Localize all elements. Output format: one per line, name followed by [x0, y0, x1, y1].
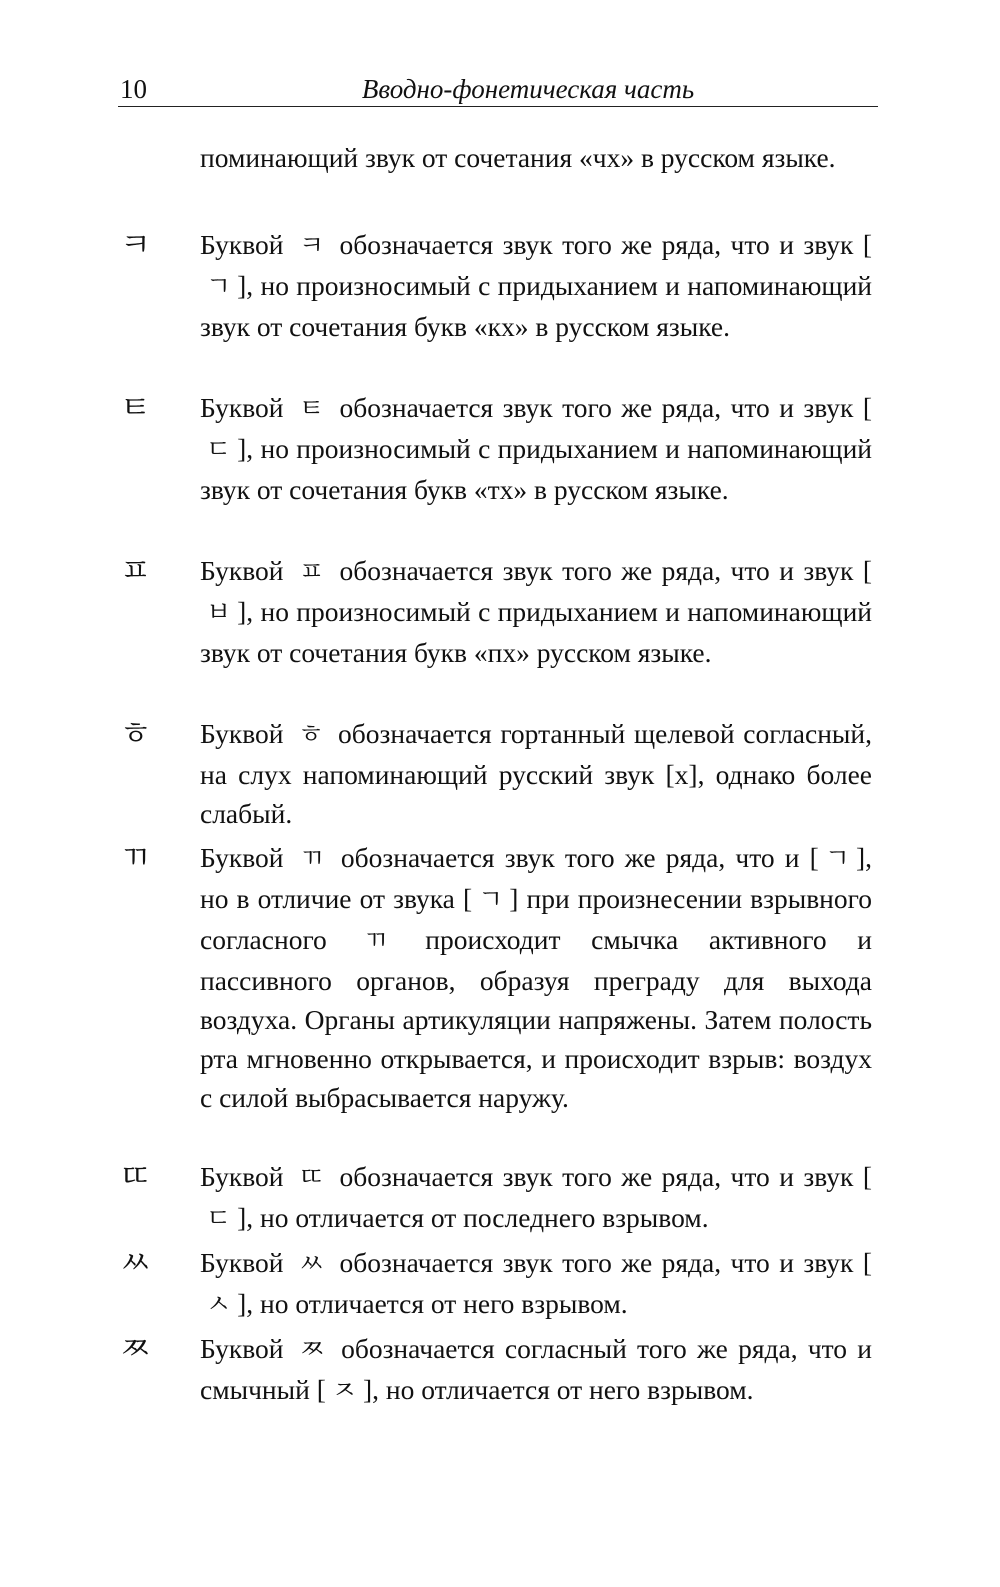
entry-description: Буквой ㅉ обозначается согласный того же ряда, что и смычный [ ㅈ ], но отличается от него взрывом.: [200, 1333, 873, 1406]
entry-letter: ㄲ: [120, 838, 151, 876]
entry-letter: ㅉ: [120, 1329, 151, 1367]
entry-description: Буквой ㅍ обозначается звук того же ряда, что и звук [ㅂ ], но произносимый с придыханием и напоминающий звук от сочетания букв «пх» русском языке.: [200, 555, 873, 668]
entry-description: Буквой ㅆ обозначается звук того же ряда, что и звук [ㅅ ], но отличается от него взрывом.: [200, 1247, 873, 1320]
entry-letter: ㅍ: [120, 551, 151, 589]
entry-letter: ㅎ: [120, 714, 151, 752]
entry-description: Буквой ㅌ обозначается звук того же ряда, что и звук [ㄷ ], но произносимый с придыханием и напоминающий звук от сочетания букв «тх» в русском языке.: [200, 392, 873, 505]
entry-ssang-jieut: [118, 1329, 878, 1411]
page-number: 10: [120, 74, 147, 104]
entry-description: Буквой ㅎ обозначается гортанный щелевой согласный, на слух напоминающий русский звук [х], однако более слабый.: [200, 718, 872, 829]
page-header: [118, 72, 878, 107]
entry-tieut: [118, 388, 878, 509]
continuation-paragraph: [118, 138, 878, 177]
entry-ssang-digeut: [118, 1157, 878, 1239]
entry-letter: ㄸ: [120, 1157, 151, 1195]
entry-kieuk: [118, 225, 878, 346]
continuation-text: поминающий звук от сочетания «чх» в русском языке.: [200, 142, 836, 173]
entry-description: Буквой ㅋ обозначается звук того же ряда, что и звук [ㄱ ], но произносимый с придыханием и напоминающий звук от сочетания букв «кх» в русском языке.: [200, 229, 873, 342]
entry-description: Буквой ㄲ обозначается звук того же ряда, что и [ ㄱ ], но в отличие от звука [ ㄱ ] при произнесении взрывного согласного ㄲ происходит смычка активного и пассивного органов, образуя преграду для выхода воздуха. Органы артикуляции напряжены. Затем полость рта мгновенно открывается, и происходит взрыв: воздух с силой выбрасывается наружу.: [200, 842, 873, 1113]
entry-ssang-giyeok: [118, 838, 878, 1117]
running-title: Вводно-фонетическая часть: [361, 74, 695, 104]
entry-pieup: [118, 551, 878, 672]
entry-letter: ㅋ: [120, 225, 151, 263]
entry-ssang-siot: [118, 1243, 878, 1325]
entry-letter: ㅌ: [120, 388, 151, 426]
entry-letter: ㅆ: [120, 1243, 151, 1281]
entry-hieut: [118, 714, 878, 833]
entry-description: Буквой ㄸ обозначается звук того же ряда, что и звук [ㄷ ], но отличается от последнего взрывом.: [200, 1161, 873, 1234]
